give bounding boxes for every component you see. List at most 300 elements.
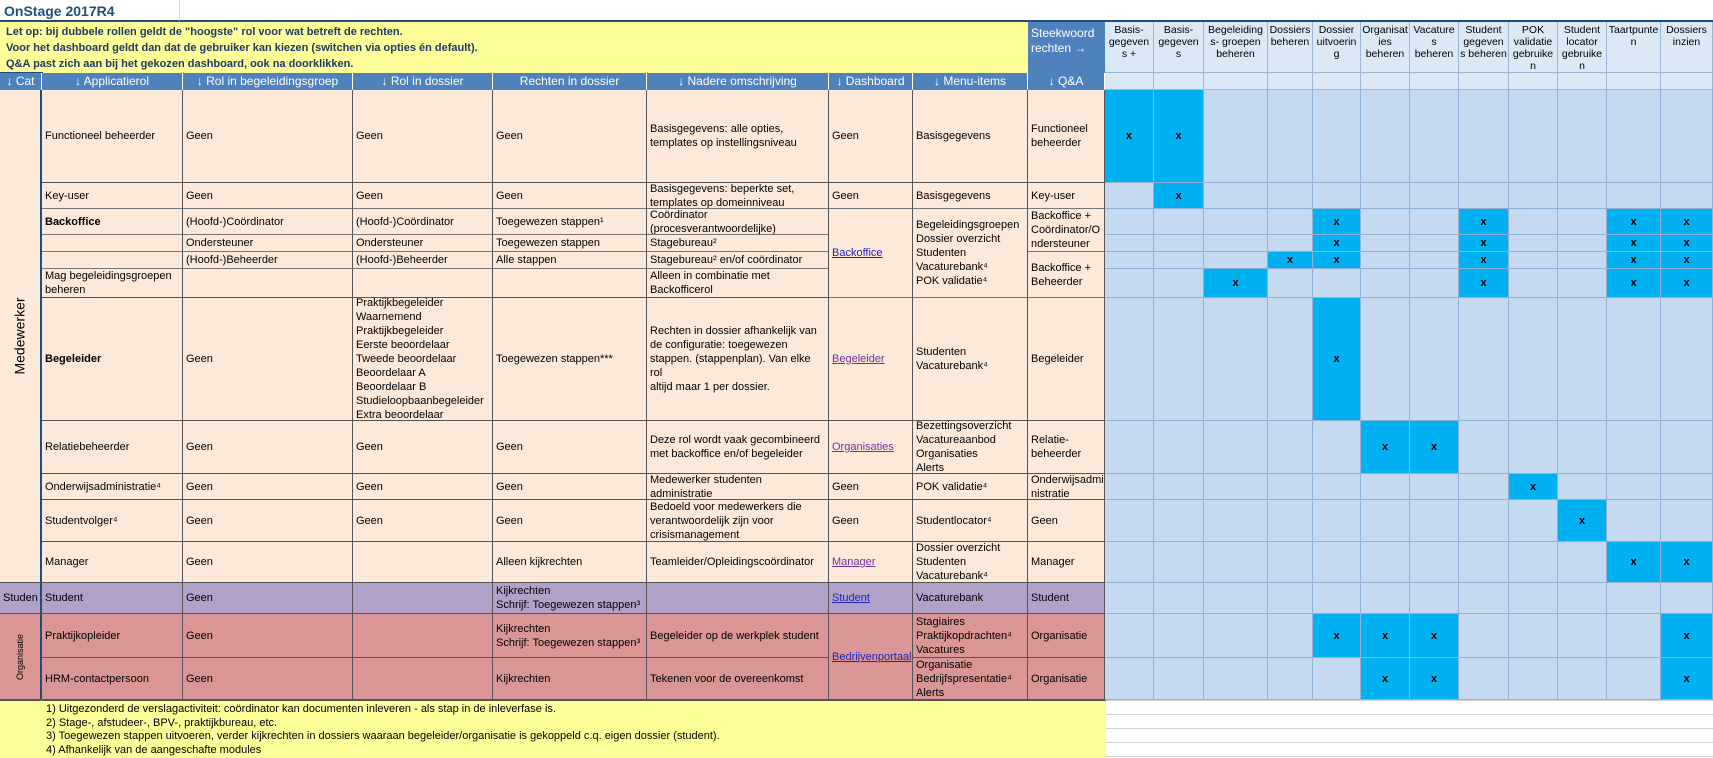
rights-mark[interactable] [1313, 235, 1361, 252]
cell-qa[interactable] [1028, 658, 1105, 700]
rights-cell-empty[interactable] [1204, 252, 1268, 269]
rights-cell-empty[interactable] [1509, 235, 1558, 252]
cell-omschrijving[interactable] [647, 90, 829, 183]
cell-omschrijving[interactable] [647, 614, 829, 658]
rights-mark[interactable] [1661, 269, 1713, 298]
cell-groep[interactable] [183, 583, 353, 614]
rights-cell-empty[interactable] [1105, 421, 1154, 474]
cell-rechten[interactable] [493, 614, 647, 658]
rights-cell-empty[interactable] [1154, 542, 1204, 583]
cell-dashboard-text[interactable]: Begeleider [832, 353, 885, 365]
cell-dossier[interactable] [353, 583, 493, 614]
rights-cell-empty[interactable] [1459, 298, 1509, 421]
cell-rechten-text: Toegewezen stappen [496, 237, 600, 249]
category-organisatie [0, 614, 42, 700]
rights-cell-empty[interactable] [1459, 500, 1509, 542]
rights-cell-empty[interactable] [1204, 542, 1268, 583]
rights-cell-empty[interactable] [1105, 614, 1154, 658]
cell-menu[interactable] [913, 658, 1028, 700]
rights-cell-empty[interactable] [1268, 269, 1313, 298]
rights-cell-empty[interactable] [1268, 209, 1313, 235]
cell-rol[interactable] [42, 474, 183, 500]
rights-cell-empty[interactable] [1607, 90, 1661, 183]
rights-cell-empty[interactable] [1509, 583, 1558, 614]
rights-cell-empty[interactable] [1459, 614, 1509, 658]
cell-dossier[interactable] [353, 183, 493, 209]
cell-rol[interactable] [42, 298, 183, 421]
cell-omschrijving[interactable] [647, 269, 829, 298]
cell-omschrijving[interactable] [647, 209, 829, 235]
rights-cell-empty[interactable] [1268, 542, 1313, 583]
cell-omschrijving[interactable] [647, 298, 829, 421]
rights-cell-empty[interactable] [1154, 269, 1204, 298]
rights-mark[interactable] [1268, 252, 1313, 269]
rights-cell-empty[interactable] [1105, 235, 1154, 252]
cell-qa[interactable] [1028, 614, 1105, 658]
cell-dashboard[interactable] [829, 583, 913, 614]
cell-qa[interactable] [1028, 209, 1105, 252]
cell-dashboard-text[interactable]: Student [832, 592, 870, 604]
cell-omschrijving[interactable] [647, 235, 829, 252]
rights-cell-empty[interactable] [1105, 500, 1154, 542]
cell-groep[interactable] [183, 421, 353, 474]
cell-dashboard-text[interactable]: Backoffice [832, 247, 883, 259]
cell-dashboard[interactable] [829, 421, 913, 474]
col-rechten-dossier[interactable]: Rechten in dossier [493, 73, 647, 90]
rights-cell-empty[interactable] [1607, 500, 1661, 542]
rights-cell-empty[interactable] [1204, 500, 1268, 542]
rights-cell-empty[interactable] [1154, 583, 1204, 614]
rights-cell-empty[interactable] [1268, 421, 1313, 474]
rights-cell-empty[interactable] [1509, 658, 1558, 700]
cell-qa[interactable] [1028, 500, 1105, 542]
rights-mark[interactable] [1661, 614, 1713, 658]
cell-qa[interactable] [1028, 421, 1105, 474]
rights-subheader-cell [1661, 73, 1713, 90]
cell-dossier[interactable] [353, 500, 493, 542]
rights-cell-empty[interactable] [1509, 421, 1558, 474]
rights-mark[interactable] [1313, 209, 1361, 235]
cell-dossier[interactable] [353, 298, 493, 421]
rights-cell-empty[interactable] [1509, 252, 1558, 269]
cell-rechten[interactable] [493, 583, 647, 614]
rights-cell-empty[interactable] [1459, 658, 1509, 700]
rights-cell-empty[interactable] [1509, 298, 1558, 421]
rights-cell-empty[interactable] [1204, 614, 1268, 658]
rights-mark[interactable] [1410, 614, 1459, 658]
rights-mark[interactable] [1410, 658, 1459, 700]
rights-cell-empty[interactable] [1204, 235, 1268, 252]
cell-menu[interactable] [913, 474, 1028, 500]
rights-mark[interactable] [1661, 658, 1713, 700]
rights-cell-empty[interactable] [1268, 658, 1313, 700]
rights-cell-empty[interactable] [1154, 421, 1204, 474]
rights-cell-empty[interactable] [1204, 421, 1268, 474]
rights-mark[interactable] [1607, 209, 1661, 235]
cell-dashboard[interactable] [829, 183, 913, 209]
rights-cell-empty[interactable] [1268, 474, 1313, 500]
cell-dashboard[interactable] [829, 614, 913, 700]
cell-rol[interactable] [42, 252, 183, 269]
cell-omschrijving[interactable] [647, 542, 829, 583]
rights-cell-empty[interactable] [1607, 183, 1661, 209]
rights-cell-empty[interactable] [1154, 298, 1204, 421]
cell-menu[interactable] [913, 614, 1028, 658]
rights-cell-empty[interactable] [1410, 269, 1459, 298]
rights-cell-empty[interactable] [1154, 658, 1204, 700]
cell-dossier[interactable] [353, 614, 493, 658]
rights-cell-empty[interactable] [1410, 500, 1459, 542]
rights-cell-empty[interactable] [1509, 209, 1558, 235]
rights-cell-empty[interactable] [1558, 252, 1607, 269]
rights-cell-empty[interactable] [1558, 658, 1607, 700]
rights-cell-empty[interactable] [1509, 183, 1558, 209]
rights-cell-empty[interactable] [1661, 474, 1713, 500]
rights-mark[interactable] [1361, 658, 1410, 700]
cell-dashboard-text[interactable]: Organisaties [832, 441, 894, 453]
rights-cell-empty[interactable] [1410, 474, 1459, 500]
cell-rol-text: Key-user [45, 189, 90, 202]
col-nadere-omschrijving[interactable]: ↓ Nadere omschrijving [647, 73, 829, 90]
rights-cell-empty[interactable] [1313, 658, 1361, 700]
rights-cell-empty[interactable] [1268, 235, 1313, 252]
cell-menu[interactable] [913, 583, 1028, 614]
cell-menu[interactable] [913, 298, 1028, 421]
rights-mark[interactable] [1661, 542, 1713, 583]
cell-menu[interactable] [913, 542, 1028, 583]
cell-dossier-text: Ondersteuner [356, 237, 424, 249]
cell-dashboard[interactable] [829, 500, 913, 542]
cell-rechten[interactable] [493, 298, 647, 421]
cell-rol[interactable] [42, 209, 183, 235]
cell-qa[interactable] [1028, 474, 1105, 500]
rights-cell-empty[interactable] [1459, 90, 1509, 183]
rights-cell-empty[interactable] [1361, 209, 1410, 235]
cell-omschrijving[interactable] [647, 252, 829, 269]
cell-omschrijving[interactable] [647, 421, 829, 474]
rights-cell-empty[interactable] [1558, 269, 1607, 298]
rights-mark[interactable] [1607, 269, 1661, 298]
cell-rechten[interactable] [493, 235, 647, 252]
rights-cell-empty[interactable] [1313, 474, 1361, 500]
rights-cell-empty[interactable] [1410, 183, 1459, 209]
rights-cell-empty[interactable] [1558, 298, 1607, 421]
rights-cell-empty[interactable] [1558, 235, 1607, 252]
cell-menu-text: Studenten Vacaturebank⁴ [916, 346, 988, 372]
cell-qa[interactable] [1028, 183, 1105, 209]
rights-cell-empty[interactable] [1361, 542, 1410, 583]
rights-mark[interactable] [1105, 90, 1154, 183]
cell-rol[interactable] [42, 542, 183, 583]
rights-cell-empty[interactable] [1558, 614, 1607, 658]
rights-cell-empty[interactable] [1607, 583, 1661, 614]
cell-groep[interactable] [183, 658, 353, 700]
cell-dossier[interactable] [353, 90, 493, 183]
rights-cell-empty[interactable] [1459, 183, 1509, 209]
cell-groep[interactable] [183, 269, 353, 298]
rights-cell-empty[interactable] [1361, 474, 1410, 500]
cell-omschrijving[interactable] [647, 183, 829, 209]
cell-dossier[interactable] [353, 658, 493, 700]
rights-cell-empty[interactable] [1105, 298, 1154, 421]
rights-cell-empty[interactable] [1509, 90, 1558, 183]
rights-cell-empty[interactable] [1661, 500, 1713, 542]
rights-cell-empty[interactable] [1661, 421, 1713, 474]
rights-mark-text: x [1683, 215, 1690, 228]
rights-mark[interactable] [1607, 252, 1661, 269]
rights-subheader-cell [1509, 73, 1558, 90]
cell-rechten[interactable] [493, 269, 647, 298]
cell-menu[interactable] [913, 90, 1028, 183]
empty-grid [1106, 700, 1713, 758]
rights-cell-empty[interactable] [1361, 269, 1410, 298]
cell-dashboard[interactable] [829, 542, 913, 583]
rights-cell-empty[interactable] [1509, 500, 1558, 542]
rights-cell-empty[interactable] [1105, 583, 1154, 614]
cell-qa[interactable] [1028, 252, 1105, 298]
rights-mark[interactable] [1459, 269, 1509, 298]
rights-cell-empty[interactable] [1361, 298, 1410, 421]
rights-mark[interactable] [1313, 614, 1361, 658]
steekwoord-label: Steekwoord rechten → [1028, 22, 1105, 73]
cell-groep[interactable] [183, 298, 353, 421]
rights-cell-empty[interactable] [1105, 542, 1154, 583]
rights-mark[interactable] [1607, 542, 1661, 583]
rights-cell-empty[interactable] [1558, 209, 1607, 235]
rights-cell-empty[interactable] [1204, 183, 1268, 209]
rights-cell-empty[interactable] [1558, 421, 1607, 474]
rights-mark[interactable] [1661, 235, 1713, 252]
cell-rechten[interactable] [493, 474, 647, 500]
cell-rol[interactable] [42, 658, 183, 700]
rights-cell-empty[interactable] [1313, 583, 1361, 614]
rights-cell-empty[interactable] [1105, 209, 1154, 235]
rights-cell-empty[interactable] [1268, 183, 1313, 209]
cell-rechten[interactable] [493, 90, 647, 183]
rights-cell-empty[interactable] [1313, 500, 1361, 542]
rights-cell-empty[interactable] [1105, 183, 1154, 209]
cell-groep[interactable] [183, 90, 353, 183]
rights-cell-empty[interactable] [1204, 474, 1268, 500]
cell-rol[interactable] [42, 500, 183, 542]
cell-dossier[interactable] [353, 235, 493, 252]
col-qa[interactable]: ↓ Q&A [1028, 73, 1105, 90]
cell-rechten[interactable] [493, 500, 647, 542]
rights-cell-empty[interactable] [1313, 90, 1361, 183]
cell-rol[interactable] [42, 421, 183, 474]
rights-cell-empty[interactable] [1154, 252, 1204, 269]
cell-dashboard[interactable] [829, 298, 913, 421]
cell-groep[interactable] [183, 614, 353, 658]
cell-dossier[interactable] [353, 421, 493, 474]
cell-groep[interactable] [183, 500, 353, 542]
cell-rechten[interactable] [493, 252, 647, 269]
rights-mark[interactable] [1313, 298, 1361, 421]
rights-cell-empty[interactable] [1661, 298, 1713, 421]
rights-cell-empty[interactable] [1459, 583, 1509, 614]
rights-cell-empty[interactable] [1558, 474, 1607, 500]
rights-cell-empty[interactable] [1607, 658, 1661, 700]
col-dashboard[interactable]: ↓ Dashboard [829, 73, 913, 90]
rights-cell-empty[interactable] [1607, 421, 1661, 474]
cell-rechten[interactable] [493, 209, 647, 235]
rights-cell-empty[interactable] [1154, 235, 1204, 252]
rights-cell-empty[interactable] [1313, 269, 1361, 298]
cell-rechten[interactable] [493, 421, 647, 474]
rights-mark[interactable] [1459, 235, 1509, 252]
rights-mark[interactable] [1410, 421, 1459, 474]
cell-qa[interactable] [1028, 298, 1105, 421]
rights-cell-empty[interactable] [1105, 269, 1154, 298]
rights-cell-empty[interactable] [1361, 183, 1410, 209]
rights-cell-empty[interactable] [1410, 298, 1459, 421]
rights-cell-empty[interactable] [1154, 209, 1204, 235]
rights-cell-empty[interactable] [1509, 542, 1558, 583]
cell-dashboard-text[interactable]: Manager [832, 556, 876, 568]
cell-rechten[interactable] [493, 658, 647, 700]
cell-rol[interactable] [42, 235, 183, 252]
col-menu-items[interactable]: ↓ Menu-items [913, 73, 1028, 90]
rights-cell-empty[interactable] [1204, 658, 1268, 700]
cell-dossier[interactable] [353, 542, 493, 583]
cell-dashboard[interactable] [829, 209, 913, 298]
rights-cell-empty[interactable] [1361, 583, 1410, 614]
rights-cell-empty[interactable] [1410, 583, 1459, 614]
col-rol-begeleidingsgroep[interactable]: ↓ Rol in begeleidingsgroep [183, 73, 353, 90]
rights-mark[interactable] [1459, 252, 1509, 269]
cell-rechten[interactable] [493, 542, 647, 583]
rights-cell-empty[interactable] [1509, 614, 1558, 658]
rights-cell-empty[interactable] [1607, 298, 1661, 421]
rights-cell-empty[interactable] [1313, 421, 1361, 474]
rights-cell-empty[interactable] [1558, 542, 1607, 583]
rights-mark[interactable] [1154, 183, 1204, 209]
rights-cell-empty[interactable] [1268, 298, 1313, 421]
rights-cell-empty[interactable] [1607, 614, 1661, 658]
cell-groep[interactable] [183, 209, 353, 235]
rights-header-11: Taartpunte n [1607, 22, 1661, 73]
rights-mark[interactable] [1459, 209, 1509, 235]
rights-cell-empty[interactable] [1268, 90, 1313, 183]
cell-rol[interactable] [42, 614, 183, 658]
rights-cell-empty[interactable] [1361, 90, 1410, 183]
cell-rol[interactable] [42, 583, 183, 614]
cell-omschrijving[interactable] [647, 500, 829, 542]
cell-dossier[interactable] [353, 209, 493, 235]
rights-cell-empty[interactable] [1661, 183, 1713, 209]
rights-cell-empty[interactable] [1410, 252, 1459, 269]
cell-omschrijving[interactable] [647, 658, 829, 700]
rights-mark[interactable] [1509, 474, 1558, 500]
rights-mark[interactable] [1361, 421, 1410, 474]
rights-cell-empty[interactable] [1361, 252, 1410, 269]
rights-cell-empty[interactable] [1154, 474, 1204, 500]
col-rol-dossier[interactable]: ↓ Rol in dossier [353, 73, 493, 90]
rights-mark[interactable] [1661, 252, 1713, 269]
rights-cell-empty[interactable] [1410, 542, 1459, 583]
cell-dossier[interactable] [353, 252, 493, 269]
cell-qa[interactable] [1028, 90, 1105, 183]
cell-rol-text: Manager [45, 556, 89, 568]
rights-cell-empty[interactable] [1459, 474, 1509, 500]
rights-cell-empty[interactable] [1313, 183, 1361, 209]
cell-qa[interactable] [1028, 583, 1105, 614]
rights-cell-empty[interactable] [1410, 209, 1459, 235]
cell-rechten[interactable] [493, 183, 647, 209]
rights-mark[interactable] [1558, 500, 1607, 542]
rights-cell-empty[interactable] [1558, 90, 1607, 183]
rights-mark[interactable] [1204, 269, 1268, 298]
rights-cell-empty[interactable] [1268, 583, 1313, 614]
rights-cell-empty[interactable] [1313, 542, 1361, 583]
cell-dashboard-text[interactable]: Bedrijvenportaal [832, 650, 912, 663]
col-cat[interactable]: ↓ Cat [0, 73, 42, 90]
rights-cell-empty[interactable] [1204, 90, 1268, 183]
rights-cell-empty[interactable] [1661, 90, 1713, 183]
rights-cell-empty[interactable] [1459, 421, 1509, 474]
rights-mark[interactable] [1607, 235, 1661, 252]
cell-menu[interactable] [913, 500, 1028, 542]
rights-cell-empty[interactable] [1661, 583, 1713, 614]
rights-cell-empty[interactable] [1105, 658, 1154, 700]
cell-groep[interactable] [183, 252, 353, 269]
cell-menu[interactable] [913, 183, 1028, 209]
rights-cell-empty[interactable] [1204, 583, 1268, 614]
rights-mark[interactable] [1154, 90, 1204, 183]
rights-mark[interactable] [1361, 614, 1410, 658]
cell-dossier[interactable] [353, 269, 493, 298]
rights-cell-empty[interactable] [1558, 183, 1607, 209]
rights-cell-empty[interactable] [1105, 474, 1154, 500]
rights-cell-empty[interactable] [1154, 614, 1204, 658]
rights-mark[interactable] [1313, 252, 1361, 269]
cell-menu[interactable] [913, 421, 1028, 474]
rights-cell-empty[interactable] [1105, 252, 1154, 269]
cell-groep[interactable] [183, 542, 353, 583]
rights-cell-empty[interactable] [1204, 209, 1268, 235]
cell-rol[interactable] [42, 183, 183, 209]
col-applicatierol[interactable]: ↓ Applicatierol [42, 73, 183, 90]
rights-cell-empty[interactable] [1459, 542, 1509, 583]
cell-omschrijving[interactable] [647, 474, 829, 500]
cell-menu[interactable] [913, 209, 1028, 298]
cell-qa[interactable] [1028, 542, 1105, 583]
rights-cell-empty[interactable] [1607, 474, 1661, 500]
cell-rol[interactable] [42, 90, 183, 183]
rights-cell-empty[interactable] [1204, 298, 1268, 421]
rights-mark[interactable] [1661, 209, 1713, 235]
cell-dashboard[interactable] [829, 90, 913, 183]
cell-omschrijving[interactable] [647, 583, 829, 614]
rights-cell-empty[interactable] [1558, 583, 1607, 614]
rights-cell-empty[interactable] [1268, 500, 1313, 542]
cell-dashboard[interactable] [829, 474, 913, 500]
rights-mark-text: x [1286, 254, 1294, 266]
rights-cell-empty[interactable] [1361, 235, 1410, 252]
rights-cell-empty[interactable] [1361, 500, 1410, 542]
rights-cell-empty[interactable] [1509, 269, 1558, 298]
cell-dossier[interactable] [353, 474, 493, 500]
rights-cell-empty[interactable] [1268, 614, 1313, 658]
cell-rol[interactable] [42, 269, 183, 298]
rights-cell-empty[interactable] [1410, 235, 1459, 252]
cell-groep[interactable] [183, 474, 353, 500]
cell-omschrijving-text: Basisgegevens: beperkte set, templates op domeinniveau [650, 183, 795, 209]
rights-cell-empty[interactable] [1154, 500, 1204, 542]
rights-cell-empty[interactable] [1410, 90, 1459, 183]
cell-groep[interactable] [183, 235, 353, 252]
cell-groep[interactable] [183, 183, 353, 209]
